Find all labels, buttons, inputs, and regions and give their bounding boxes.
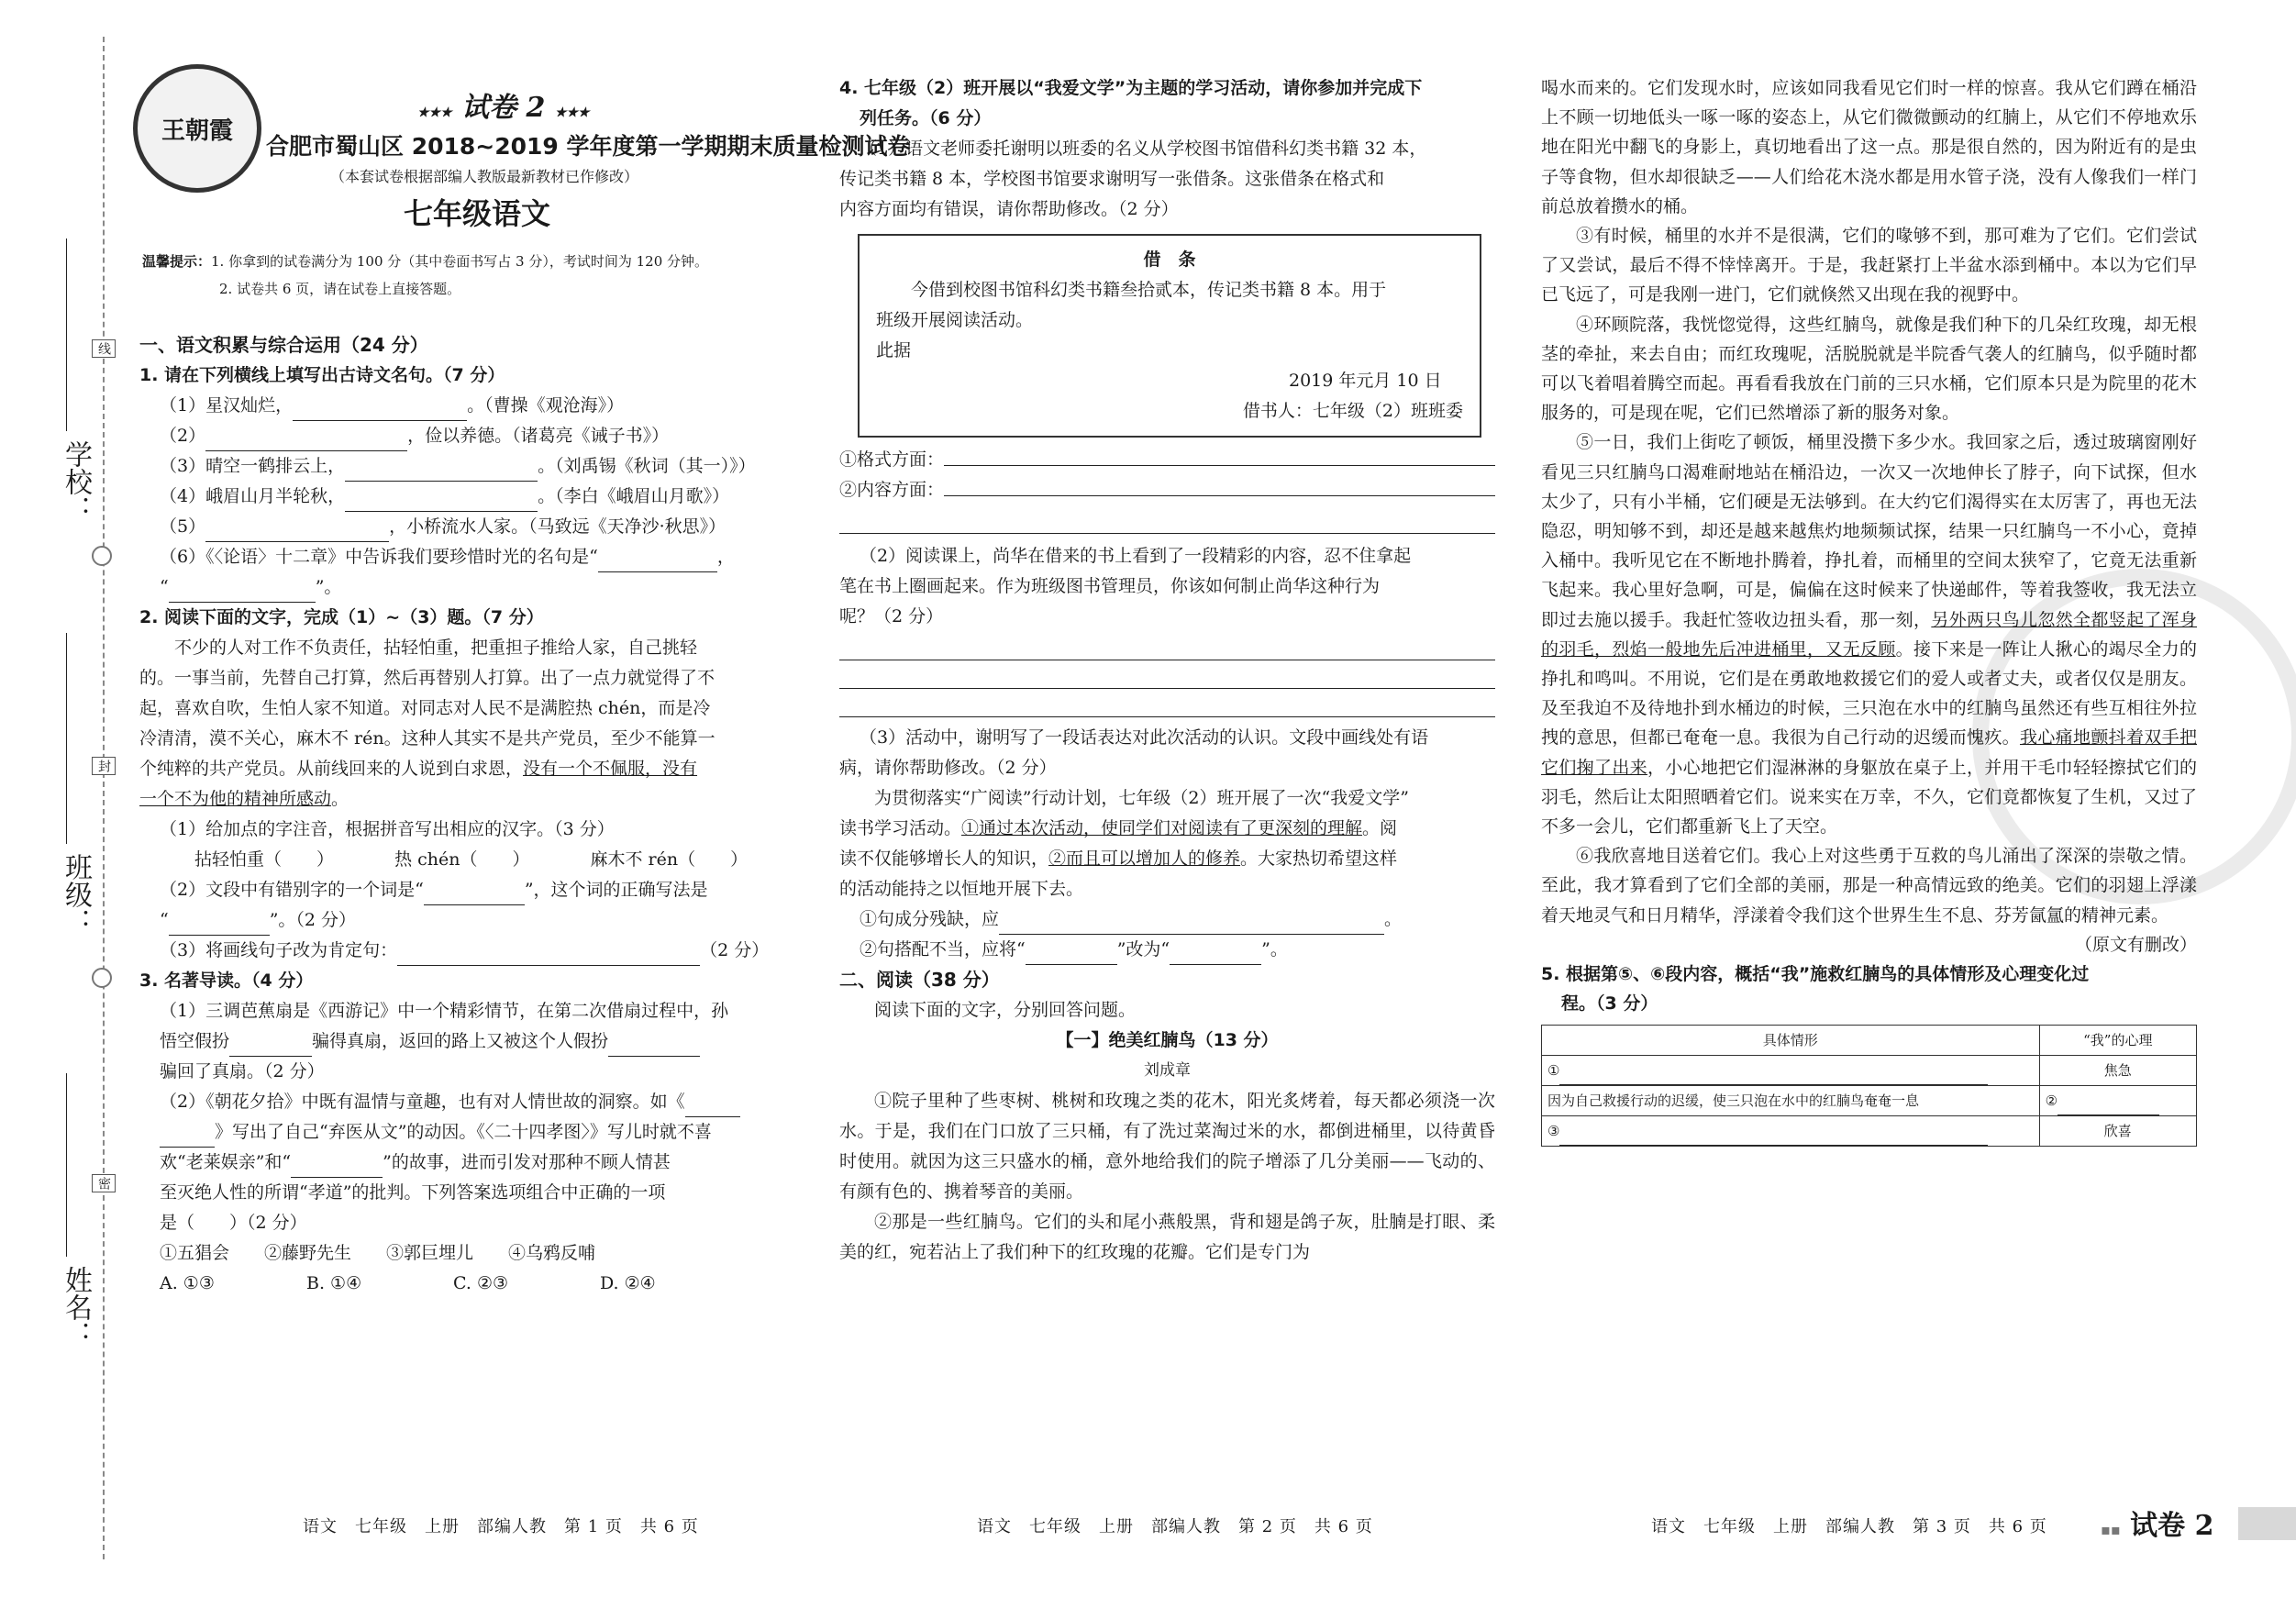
school-label: 学校： xyxy=(60,440,92,523)
q2-sub3: （3）将画线句子改为肯定句： （2 分） xyxy=(139,936,795,966)
q2-sub2b: “ ”。（2 分） xyxy=(139,905,795,936)
q4-sub3b: 病，请你帮助修改。（2 分） xyxy=(839,758,1057,778)
q4-title-b: 列任务。（6 分） xyxy=(860,108,992,128)
watermark-seal-icon xyxy=(1972,569,2296,904)
q4-sub2c: 呢？（2 分） xyxy=(839,606,944,627)
pinyin-item[interactable]: 热 chén（ ） xyxy=(394,849,530,870)
q3-sub2e: 是（ ）（2 分） xyxy=(160,1213,307,1233)
source-note: （原文有删改） xyxy=(2074,934,2197,955)
answer-blank[interactable] xyxy=(169,582,316,603)
q2-sub1: （1）给加点的字注音，根据拼音写出相应的汉字。（3 分） xyxy=(160,819,615,839)
answer-blank[interactable] xyxy=(999,914,1384,935)
q3-sub2c: 欢“老莱娱亲”和“ ”的故事，进而引发对那种不顾人情甚 xyxy=(139,1148,795,1178)
q1-item-6: （6）《〈论语〉十二章》中告诉我们要珍惜时光的名句是“ ， xyxy=(139,542,795,572)
tips-line1: 1. 你拿到的试卷满分为 100 分（其中卷面书写占 3 分），考试时间为 120 分钟。 xyxy=(211,253,709,270)
answer-line[interactable] xyxy=(839,632,1495,660)
footer-page3: 语文 七年级 上册 部编人教 第 3 页 共 6 页 xyxy=(1651,1517,2047,1536)
q2-text-line: 起，喜欢自吹，生怕人家不知道。对同志对人民不是满腔热 chén，而是冷 xyxy=(139,698,711,718)
q1-title: 1. 请在下列横线上填写出古诗文名句。（7 分） xyxy=(139,365,505,385)
answer-blank[interactable] xyxy=(944,475,1495,496)
q1-item-6b: “ ”。 xyxy=(139,572,795,603)
binding-hole-icon xyxy=(92,968,112,988)
q3-sub2d: 至灭绝人性的所谓“孝道”的批判。下列答案选项组合中正确的一项 xyxy=(160,1182,666,1203)
q3-choices xyxy=(139,1269,795,1299)
note-body: 今借到校图书馆科幻类书籍叁拾贰本，传记类书籍 8 本。用于 xyxy=(911,280,1387,300)
answer-blank[interactable] xyxy=(345,460,538,482)
q5-title: 5. 根据第⑤、⑥段内容，概括“我”施救红腩鸟的具体情形及心理变化过 xyxy=(1541,964,2090,985)
page2-column xyxy=(839,73,1495,1268)
footer-page1: 语文 七年级 上册 部编人教 第 1 页 共 6 页 xyxy=(303,1517,699,1536)
pinyin-item[interactable]: 麻木不 rén（ ） xyxy=(590,849,749,870)
answer-blank[interactable] xyxy=(205,430,407,451)
school-field[interactable] xyxy=(66,238,67,431)
content-answer: ②内容方面： xyxy=(839,475,1495,505)
paragraph-1: ①院子里种了些枣树、桃树和玫瑰之类的花木，阳光炙烤着，每天都必须浇一次水。于是，我们在门口放了三只桶，有了洗过菜淘过米的水，都倒进桶里，以待黄昏时使用。就因为这三只盛水的桶，意外地给我们的院子增添了几分美丽——飞动的、有颜有色的、携着琴音的美丽。 xyxy=(839,1091,1495,1202)
q4-sub1c: 内容方面均有错误，请你帮助修改。（2 分） xyxy=(839,199,1179,219)
q3-sub1c: 骗回了真扇。（2 分） xyxy=(160,1061,325,1081)
q1-item-4: （4）峨眉山月半轮秋， 。（李白《峨眉山月歌》） xyxy=(139,482,795,512)
format-answer: ①格式方面： xyxy=(839,445,1495,475)
footer-tag-bar xyxy=(2238,1507,2296,1540)
answer-blank[interactable] xyxy=(608,1036,700,1057)
footer-page2: 语文 七年级 上册 部编人教 第 2 页 共 6 页 xyxy=(977,1517,1373,1536)
tips xyxy=(142,248,708,303)
q4-sub3: （3）活动中，谢明写了一段话表达对此次活动的认识。文段中画线处有语 xyxy=(860,727,1429,748)
note-title: 借 条 xyxy=(1143,250,1196,270)
name-field[interactable] xyxy=(66,1073,67,1257)
page1-column xyxy=(139,330,795,1299)
paragraph-3: ③有时候，桶里的水并不是很满，它们的喙够不到，那可难为了它们。它们尝试了又尝试，最后不得不悻悻离开。于是，我赶紧打上半盆水添到桶中。本以为它们早已飞远了，可是我刚一进门，它们就倏然又出现在我的视野中。 xyxy=(1541,226,2197,305)
choice-b[interactable]: B. ①④ xyxy=(306,1273,362,1293)
table-cell: 因为自己救援行动的迟缓，使三只泡在水中的红腩鸟奄奄一息 xyxy=(1542,1085,2040,1115)
q1-item-5: （5） ，小桥流水人家。（马致远《天净沙·秋思》） xyxy=(139,512,795,542)
star-icon: ★★★ xyxy=(554,105,590,120)
answer-blank[interactable] xyxy=(291,1157,383,1178)
class-field[interactable] xyxy=(66,633,67,844)
footer-tag xyxy=(2101,1503,2213,1543)
q4-passage: 读不仅能够增长人的知识，②而且可以增加人的修养。大家热切希望这样 xyxy=(839,848,1398,869)
paper-label xyxy=(417,84,590,125)
brand-logo xyxy=(133,64,261,193)
q2-text-line: 的。一事当前，先替自己打算，然后再替别人打算。出了一点力就觉得了不 xyxy=(139,668,715,688)
underlined-sentence: 没有一个不佩服，没有 xyxy=(523,759,698,779)
paper-label-text: 试卷 2 xyxy=(461,92,546,124)
choice-a[interactable]: A. ①③ xyxy=(160,1273,215,1293)
answer-blank[interactable] xyxy=(598,551,717,572)
section1-title: 一、语文积累与综合运用（24 分） xyxy=(139,334,428,356)
answer-blank[interactable] xyxy=(424,884,525,905)
answer-blank[interactable] xyxy=(1170,944,1261,965)
answer-blank[interactable] xyxy=(1559,1130,1987,1146)
paragraph-5: ⑤一日，我们上街吃了顿饭，桶里没攒下多少水。我回家之后，透过玻璃窗刚好看见三只红腩鸟口渴难耐地站在桶沿边，一次又一次地伸长了脖子，向下试探，但水太少了，只有小半桶，它们硬是无法够到。在大约它们渴得实在太厉害了，再也无法隐忍，明知够不到，却还是越来越焦灼地频频试探，结果一只红腩鸟一不小心，竟掉入桶中。我听见它在不断地扑腾着，挣扎着，而桶里的空间太狭窄了，它竟无法重新飞起来。我心里好急啊，可是，偏偏在这时候来了快递邮件，等着我签收，我无法立即过去施以援手。我赶忙签收边扭头看，那一刻，另外两只鸟儿忽然全都竖起了浑身的羽毛，烈焰一般地先后冲进桶里，又无反顾。接下来是一阵让人揪心的竭尽全力的挣扎和鸣叫。不用说，它们是在勇敢地救援它们的爱人或者丈夫，或者仅仅是朋友。及至我迫不及待地扑到水桶边的时候，三只泡在水中的红腩鸟虽然还有些互相往外拉拽的意思，但都已奄奄一息。我很为自己行动的迟缓而愧疚。我心痛地颤抖着双手把它们掬了出来，小心地把它们湿淋淋的身躯放在桌子上，并用干毛巾轻轻擦拭它们的羽毛，然后让太阳照晒着它们。说来实在万幸，不久，它们竟都恢复了生机，又过了不多一会儿，它们都重新飞上了天空。 xyxy=(1541,432,2197,837)
reading-intro: 阅读下面的文字，分别回答问题。 xyxy=(874,1000,1137,1020)
table-cell[interactable]: ③ xyxy=(1542,1116,2040,1147)
seal-label-seal: 封 xyxy=(92,757,116,775)
choice-c[interactable]: C. ②③ xyxy=(453,1273,509,1293)
answer-blank[interactable] xyxy=(1559,1070,1987,1085)
q2-text-line: 个纯粹的共产党员。从前线回来的人说到白求恩，没有一个不佩服，没有 xyxy=(139,759,698,779)
course-title: 七年级语文 xyxy=(404,196,551,231)
table-cell: 欣喜 xyxy=(2039,1116,2196,1147)
q4-title: 4. 七年级（2）班开展以“我爱文学”为主题的学习活动，请你参加并完成下 xyxy=(839,78,1423,98)
tips-label: 温馨提示： xyxy=(142,253,212,270)
loan-note xyxy=(858,234,1481,438)
table-header: “我”的心理 xyxy=(2039,1025,2196,1055)
q2-title: 2. 阅读下面的文字，完成（1）~（3）题。（7 分） xyxy=(139,607,544,627)
q3-options-text: ①五猖会 ②藤野先生 ③郭巨埋儿 ④乌鸦反哺 xyxy=(160,1243,596,1263)
table-cell[interactable]: ② xyxy=(2039,1085,2196,1115)
q4-sub1b: 传记类书籍 8 本，学校图书馆要求谢明写一张借条。这张借条在格式和 xyxy=(839,169,1385,189)
table-row xyxy=(1542,1085,2197,1115)
q1-item-2: （2） ，俭以养德。（诸葛亮《诫子书》） xyxy=(139,421,795,451)
underlined-sentence: 另外两只鸟儿忽然全都竖起了浑身的羽毛，烈焰一般地先后冲进桶里，又无反顾 xyxy=(1541,609,2197,660)
note-date: 2019 年元月 10 日 xyxy=(1289,371,1442,391)
section2-title: 二、阅读（38 分） xyxy=(839,969,1000,991)
binding-line xyxy=(103,37,105,1559)
q4-fix2: ②句搭配不当，应将“ ”改为“ ”。 xyxy=(839,935,1495,965)
table-cell[interactable]: ① xyxy=(1542,1055,2040,1085)
pinyin-item[interactable]: 拈轻怕重（ ） xyxy=(194,849,335,870)
q5-title-b: 程。（3 分） xyxy=(1561,993,1658,1015)
q5-table xyxy=(1541,1025,2197,1148)
answer-line[interactable] xyxy=(839,660,1495,689)
q2-text-line: 一个不为他的精神所感动。 xyxy=(139,789,349,809)
paragraph-6: ⑥我欣喜地目送着它们。我心上对这些勇于互救的鸟儿涌出了深深的崇敬之情。至此，我才算看到了它们全部的美丽，那是一种高情远致的绝美。它们的羽翅上浮漾着天地灵气和日月精华，浮漾着令我们这个世界生生不息、芬芳氤氲的精神元素。 xyxy=(1541,846,2197,926)
table-cell: 焦急 xyxy=(2039,1055,2196,1085)
seal-label-line: 线 xyxy=(92,339,116,358)
choice-d[interactable]: D. ②④ xyxy=(600,1273,656,1293)
note-signature: 借书人：七年级（2）班班委 xyxy=(1242,401,1463,421)
q4-sub1: （1）语文老师委托谢明以班委的名义从学校图书馆借科幻类书籍 32 本， xyxy=(860,139,1427,159)
answer-blank[interactable] xyxy=(2058,1100,2159,1115)
name-label: 姓名： xyxy=(60,1266,92,1348)
q1-item-3: （3）晴空一鹤排云上， 。（刘禹锡《秋词（其一）》） xyxy=(139,451,795,482)
q2-sub1-items xyxy=(139,845,795,875)
q4-passage: 为贯彻落实“广阅读”行动计划，七年级（2）班开展了一次“我爱文学” xyxy=(874,788,1409,808)
answer-blank[interactable] xyxy=(169,915,270,936)
q4-sub2: （2）阅读课上，尚华在借来的书上看到了一段精彩的内容，忍不住拿起 xyxy=(860,546,1412,566)
answer-blank[interactable] xyxy=(229,1036,312,1057)
answer-blank[interactable] xyxy=(293,400,467,421)
answer-blank[interactable] xyxy=(160,1126,215,1148)
answer-blank[interactable] xyxy=(944,445,1495,466)
answer-line[interactable] xyxy=(839,689,1495,717)
footer-tag-text: 试卷 2 xyxy=(2130,1510,2214,1542)
dots-icon: ▪▪ xyxy=(2101,1521,2121,1538)
logo-text: 王朝霞 xyxy=(161,116,233,145)
q3-sub1b: 悟空假扮 骗得真扇，返回的路上又被这个人假扮 xyxy=(139,1026,795,1057)
q2-text-line: 不少的人对工作不负责任，拈轻怕重，把重担子推给人家，自己挑轻 xyxy=(174,638,698,658)
q2-sub2: （2）文段中有错别字的一个词是“ ”，这个词的正确写法是 xyxy=(139,875,795,905)
q4-passage: 的活动能持之以恒地开展下去。 xyxy=(839,879,1084,899)
answer-line[interactable] xyxy=(839,505,1495,534)
answer-blank[interactable] xyxy=(1026,944,1117,965)
q3-sub2: （2）《朝花夕拾》中既有温情与童趣，也有对人情世故的洞察。如《 xyxy=(139,1087,795,1117)
note-body: 此据 xyxy=(876,340,912,360)
answer-blank[interactable] xyxy=(205,521,389,542)
seal-label-close: 密 xyxy=(92,1174,116,1192)
q2-text-line: 冷清清，漠不关心，麻木不 rén。这种人其实不是共产党员，至少不能算一 xyxy=(139,728,715,749)
q3-sub2b: 》写出了自己“弃医从文”的动因。《〈二十四孝图〉》写儿时就不喜 xyxy=(139,1117,795,1148)
passage-title: 【一】绝美红腩鸟（13 分） xyxy=(1056,1030,1279,1050)
binding-hole-icon xyxy=(92,546,112,566)
star-icon: ★★★ xyxy=(417,105,452,120)
q3-title: 3. 名著导读。（4 分） xyxy=(139,970,314,991)
table-header: 具体情形 xyxy=(1542,1025,2040,1055)
tips-line2: 2. 试卷共 6 页，请在试卷上直接答题。 xyxy=(219,281,461,297)
table-row xyxy=(1542,1055,2197,1085)
answer-blank[interactable] xyxy=(397,945,700,966)
passage-author: 刘成章 xyxy=(1144,1061,1191,1080)
class-label: 班级： xyxy=(60,853,92,936)
table-row xyxy=(1542,1116,2197,1147)
underlined-sentence: 我心痛地颤抖着双手把它们掬了出来 xyxy=(1541,727,2197,778)
paragraph-2: ②那是一些红腩鸟。它们的头和尾小燕般黑，背和翅是鸽子灰，肚腩是打眼、柔美的红，宛若沾上了我们种下的红玫瑰的花瓣。它们是专门为 xyxy=(839,1212,1495,1262)
q4-passage: 读书学习活动。①通过本次活动，使同学们对阅读有了更深刻的理解。阅 xyxy=(839,818,1398,838)
q3-sub1: （1）三调芭蕉扇是《西游记》中一个精彩情节，在第二次借扇过程中，孙 xyxy=(160,1001,729,1021)
underlined-sentence: ①通过本次活动，使同学们对阅读有了更深刻的理解 xyxy=(961,818,1363,838)
note-body: 班级开展阅读活动。 xyxy=(876,310,1034,330)
answer-blank[interactable] xyxy=(345,491,538,512)
answer-blank[interactable] xyxy=(685,1096,740,1117)
q4-sub2b: 笔在书上圈画起来。作为班级图书管理员，你该如何制止尚华这种行为 xyxy=(839,576,1381,596)
underlined-sentence: 一个不为他的精神所感动 xyxy=(139,789,332,809)
exam-title: 合肥市蜀山区 2018~2019 学年度第一学期期末质量检测试卷 xyxy=(266,133,911,160)
underlined-sentence: ②而且可以增加人的修养 xyxy=(1048,848,1241,869)
q4-fix1: ①句成分残缺，应 。 xyxy=(839,904,1495,935)
exam-subtitle: （本套试卷根据部编人教版最新教材已作修改） xyxy=(330,168,639,185)
q1-item-1: （1）星汉灿烂， 。（曹操《观沧海》） xyxy=(139,391,795,421)
paragraph-2-cont: 喝水而来的。它们发现水时，应该如同我看见它们时一样的惊喜。我从它们蹲在桶沿上不顾一切地低头一啄一啄的姿态上，从它们微微颤动的红腩上，从它们不停地欢乐地在阳光中翻飞的身影上，真切地看出了这一点。那是很自然的，因为附近有的是虫子等食物，但水却很缺乏——人们给花木浇水都是用水管子浇，没有人像我们一样门前总放着攒水的桶。 xyxy=(1541,78,2197,216)
paragraph-4: ④环顾院落，我恍惚觉得，这些红腩鸟，就像是我们种下的几朵红玫瑰，却无根茎的牵扯，来去自由；而红玫瑰呢，活脱脱就是半院香气袭人的红腩鸟，似乎随时都可以飞着唱着腾空而起。再看看我放在门前的三只水桶，它们原本只是为院里的花木服务的，可是现在呢，它们已然增添了新的服务对象。 xyxy=(1541,314,2197,424)
table-header-row xyxy=(1542,1025,2197,1055)
